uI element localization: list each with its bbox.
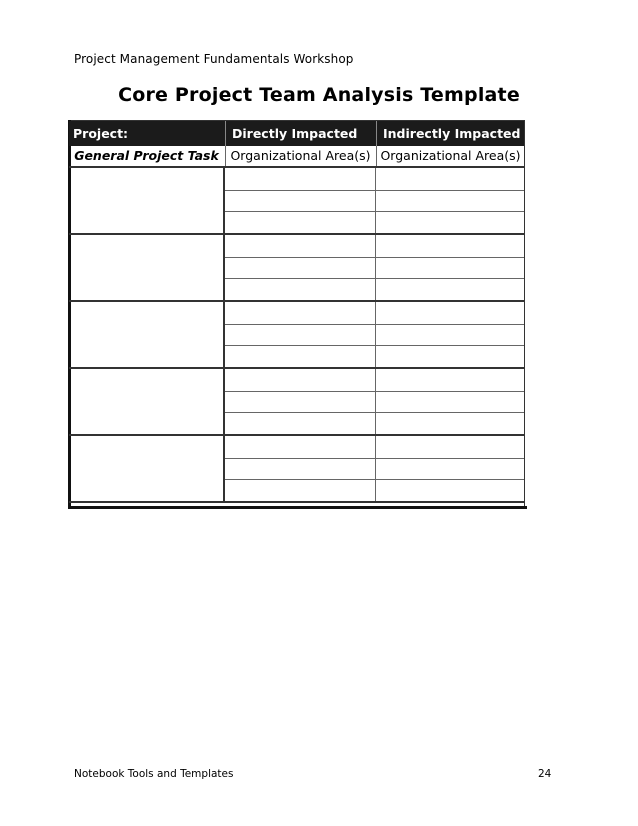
table-header-row bbox=[69, 121, 524, 146]
row-divider bbox=[225, 458, 524, 459]
table-body bbox=[69, 168, 524, 506]
subheader-directly-org-area: Organizational Area(s) bbox=[225, 146, 375, 166]
column-divider bbox=[375, 168, 376, 233]
task-cell[interactable] bbox=[69, 302, 225, 367]
row-divider bbox=[225, 324, 524, 325]
row-divider bbox=[225, 479, 524, 480]
row-divider bbox=[225, 278, 524, 279]
column-divider bbox=[375, 436, 376, 501]
row-divider bbox=[225, 190, 524, 191]
task-group bbox=[69, 302, 524, 369]
footer-section-title: Notebook Tools and Templates bbox=[74, 768, 234, 780]
analysis-table bbox=[68, 120, 525, 507]
row-divider bbox=[225, 345, 524, 346]
header-indirectly-impacted: Indirectly Impacted bbox=[376, 121, 524, 146]
column-divider bbox=[375, 369, 376, 434]
subheader-general-project-task: General Project Task bbox=[74, 148, 219, 163]
footer-page-number: 24 bbox=[538, 768, 552, 780]
row-divider bbox=[225, 211, 524, 212]
header-project: Project: bbox=[73, 126, 129, 141]
task-group bbox=[69, 168, 524, 235]
running-header: Project Management Fundamentals Workshop bbox=[74, 52, 354, 66]
row-divider bbox=[225, 412, 524, 413]
subheader-indirectly-org-area: Organizational Area(s) bbox=[376, 146, 524, 166]
row-divider bbox=[225, 257, 524, 258]
task-group bbox=[69, 369, 524, 436]
table-subheader-row bbox=[69, 146, 524, 168]
column-divider bbox=[375, 302, 376, 367]
task-group bbox=[69, 235, 524, 302]
row-divider bbox=[225, 391, 524, 392]
task-cell[interactable] bbox=[69, 168, 225, 233]
column-divider bbox=[375, 235, 376, 300]
task-cell[interactable] bbox=[69, 436, 225, 501]
task-cell[interactable] bbox=[69, 235, 225, 300]
task-cell[interactable] bbox=[69, 369, 225, 434]
header-directly-impacted: Directly Impacted bbox=[225, 121, 375, 146]
document-title: Core Project Team Analysis Template bbox=[118, 84, 520, 106]
task-group bbox=[69, 436, 524, 503]
